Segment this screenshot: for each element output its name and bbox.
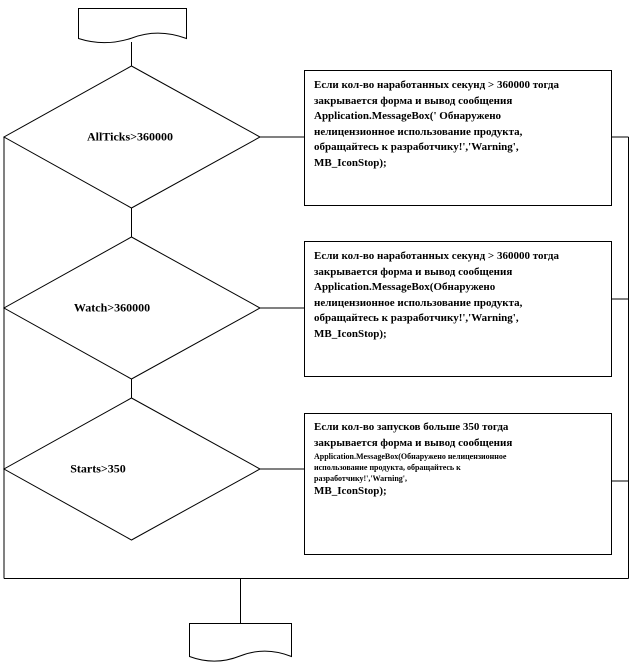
action-box-2 <box>306 245 610 375</box>
action-2-line-2: закрывается форма и вывод сообщения <box>314 265 513 278</box>
condition-label-3: Starts>350 <box>70 461 126 476</box>
action-2-line-1: Если кол-во наработанных секунд > 360000 тогда <box>314 250 559 262</box>
action-1-line-2: закрывается форма и вывод сообщения <box>314 94 513 107</box>
action-3-line-6: MB_IconStop); <box>314 485 387 497</box>
action-box-1 <box>306 74 610 204</box>
action-3-line-2: закрывается форма и вывод сообщения <box>314 436 513 449</box>
action-3-line-4: использование продукта, обращайтесь к <box>314 463 461 472</box>
action-1-line-1: Если кол-во наработанных секунд > 360000 тогда <box>314 79 559 91</box>
action-box-3 <box>306 416 610 552</box>
action-3-line-3: Application.MessageBox(Обнаружено нелицензионное <box>314 452 507 461</box>
action-1-line-6: MB_IconStop); <box>314 156 387 169</box>
action-3-line-1: Если кол-во запусков больше 350 тогда <box>314 421 509 433</box>
decision-diamond-3 <box>4 398 260 540</box>
action-1-line-3: Application.MessageBox(' Обнаружено <box>314 110 502 122</box>
action-2-line-6: MB_IconStop); <box>314 327 387 340</box>
bottom-connector-shape <box>190 624 292 662</box>
condition-label-2: Watch>360000 <box>73 300 151 315</box>
action-3-line-5: разработчику!','Warning', <box>314 474 408 483</box>
action-2-line-5: обращайтесь к разработчику!','Warning', <box>314 312 519 324</box>
action-1-line-5: обращайтесь к разработчику!','Warning', <box>314 141 519 153</box>
action-1-line-4: нелицензионное использование продукта, <box>314 125 523 138</box>
condition-label-1: AllTicks>360000 <box>87 129 173 144</box>
top-connector-shape <box>79 9 187 43</box>
action-2-line-4: нелицензионное использование продукта, <box>314 296 523 309</box>
action-2-line-3: Application.MessageBox(Обнаружено <box>314 281 496 293</box>
